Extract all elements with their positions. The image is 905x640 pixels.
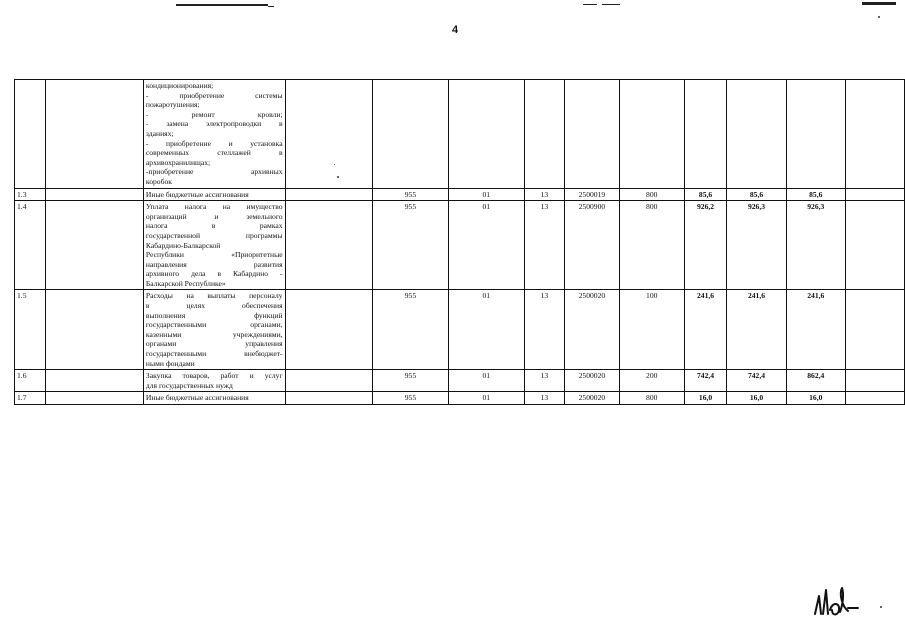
cell-target: 2500900 [565,201,620,290]
cell-y3 [786,80,845,189]
description-line: Балкарской Республике» [145,278,226,288]
cell-y2: 742,4 [727,370,786,392]
cell-extra [845,201,904,290]
description-line: для государственных нужд [145,380,233,390]
cell-expense: 100 [619,290,684,370]
description-line: органами управления [145,339,283,349]
cell-y1: 926,2 [684,201,727,290]
table-body [15,80,905,405]
cell-y1: 241,6 [684,290,727,370]
continuation-row [15,80,905,189]
page-number: 4 [452,24,459,36]
cell-num: 1.6 [15,370,46,392]
cell-subsection: 13 [524,370,564,392]
scan-dot [880,606,882,608]
description-line: Кабардино-Балкарской [145,240,221,250]
cell-subsection: 13 [524,392,564,405]
cell-section: 01 [448,188,524,201]
cell-blank [45,80,143,189]
cell-section: 01 [448,392,524,405]
cell-subsection: 13 [524,290,564,370]
description-line: казенными учреждениями, [145,329,283,339]
description-line: Республики «Приоритетные [145,250,283,260]
scan-mark [602,4,620,5]
cell-extra [845,290,904,370]
cell-extra [845,392,904,405]
description-line: Иные бюджетные ассигнования [145,393,249,403]
cell-extra [845,370,904,392]
cell-y2: 16,0 [727,392,786,405]
cell-target: 2500020 [565,370,620,392]
cell-dept: 955 [373,392,449,405]
description-line: архивного дела в Кабардино - [145,269,283,279]
cell-dept: 955 [373,188,449,201]
cell-y3: 85,6 [786,188,845,201]
cell-section [448,80,524,189]
cell-num: 1.3 [15,188,46,201]
scan-mark [583,4,597,5]
cell-description [143,80,285,189]
description-line: Закупка товаров, работ и услуг [145,371,283,381]
cell-blank [285,201,372,290]
description-line: пожаротушения; [145,100,200,110]
description-line: в целях обеспечения [145,301,283,311]
table-row [15,392,905,405]
cell-y3: 862,4 [786,370,845,392]
description-line: государственными внебюджет- [145,349,283,359]
description-line: современных стеллажей в [145,148,283,158]
cell-blank [45,188,143,201]
cell-num: 1.7 [15,392,46,405]
table-row [15,290,905,370]
description-line: направления развития [145,259,283,269]
cell-blank [285,290,372,370]
cell-dept [373,80,449,189]
scan-mark [176,4,268,6]
cell-subsection: 13 [524,201,564,290]
description-line: - замена электропроводки в [145,119,283,129]
description-line: ными фондами [145,358,195,368]
description-line: архивохранилищах; [145,157,211,167]
cell-blank [285,188,372,201]
description-line: - ремонт кровли; [145,109,283,119]
description-line: государственными органами, [145,320,283,330]
cell-y3: 241,6 [786,290,845,370]
cell-expense: 800 [619,188,684,201]
cell-blank [285,392,372,405]
cell-dept: 955 [373,201,449,290]
cell-extra [845,80,904,189]
cell-extra [845,188,904,201]
cell-subsection [524,80,564,189]
cell-expense [619,80,684,189]
cell-y1: 85,6 [684,188,727,201]
scan-mark [268,6,274,7]
signature-mark [812,584,862,620]
cell-expense: 800 [619,201,684,290]
description-line: зданиях; [145,128,174,138]
cell-blank [45,201,143,290]
cell-y2: 241,6 [727,290,786,370]
description-line: выполнения функций [145,310,283,320]
cell-y2: 85,6 [727,188,786,201]
cell-description [143,290,285,370]
cell-description [143,392,285,405]
cell-y1: 742,4 [684,370,727,392]
cell-num: 1.5 [15,290,46,370]
cell-target [565,80,620,189]
cell-expense: 800 [619,392,684,405]
cell-y1 [684,80,727,189]
scan-mark [862,2,896,5]
description-line: организаций и земельного [145,211,283,221]
cell-y1: 16,0 [684,392,727,405]
cell-dept: 955 [373,370,449,392]
description-line: - приобретение системы [145,90,283,100]
description-line: Расходы на выплаты персоналу [145,291,283,301]
cell-blank [285,370,372,392]
cell-num: 1.4 [15,201,46,290]
description-line: - приобретение и установка [145,138,283,148]
cell-target: 2500020 [565,392,620,405]
cell-blank [285,80,372,189]
cell-description [143,201,285,290]
cell-target: 2500019 [565,188,620,201]
cell-y3: 926,3 [786,201,845,290]
cell-dept: 955 [373,290,449,370]
cell-description [143,370,285,392]
cell-y3: 16,0 [786,392,845,405]
description-line: налога в рамках [145,221,283,231]
cell-num [15,80,46,189]
cell-section: 01 [448,201,524,290]
cell-blank [45,370,143,392]
cell-expense: 200 [619,370,684,392]
description-line: -приобретение архивных [145,167,283,177]
cell-description [143,188,285,201]
table-row [15,188,905,201]
cell-blank [45,290,143,370]
description-line: государственной программы [145,230,283,240]
cell-y2 [727,80,786,189]
cell-blank [45,392,143,405]
cell-target: 2500020 [565,290,620,370]
budget-table [14,79,905,405]
cell-section: 01 [448,290,524,370]
description-line: Иные бюджетные ассигнования [145,189,249,199]
table-row [15,370,905,392]
description-line: Уплата налога на имущество [145,202,283,212]
cell-y2: 926,3 [727,201,786,290]
cell-section: 01 [448,370,524,392]
table-row [15,201,905,290]
description-line: коробок [145,176,172,186]
scan-dot [878,16,880,18]
cell-subsection: 13 [524,188,564,201]
description-line: кондиционирования; [145,81,214,90]
